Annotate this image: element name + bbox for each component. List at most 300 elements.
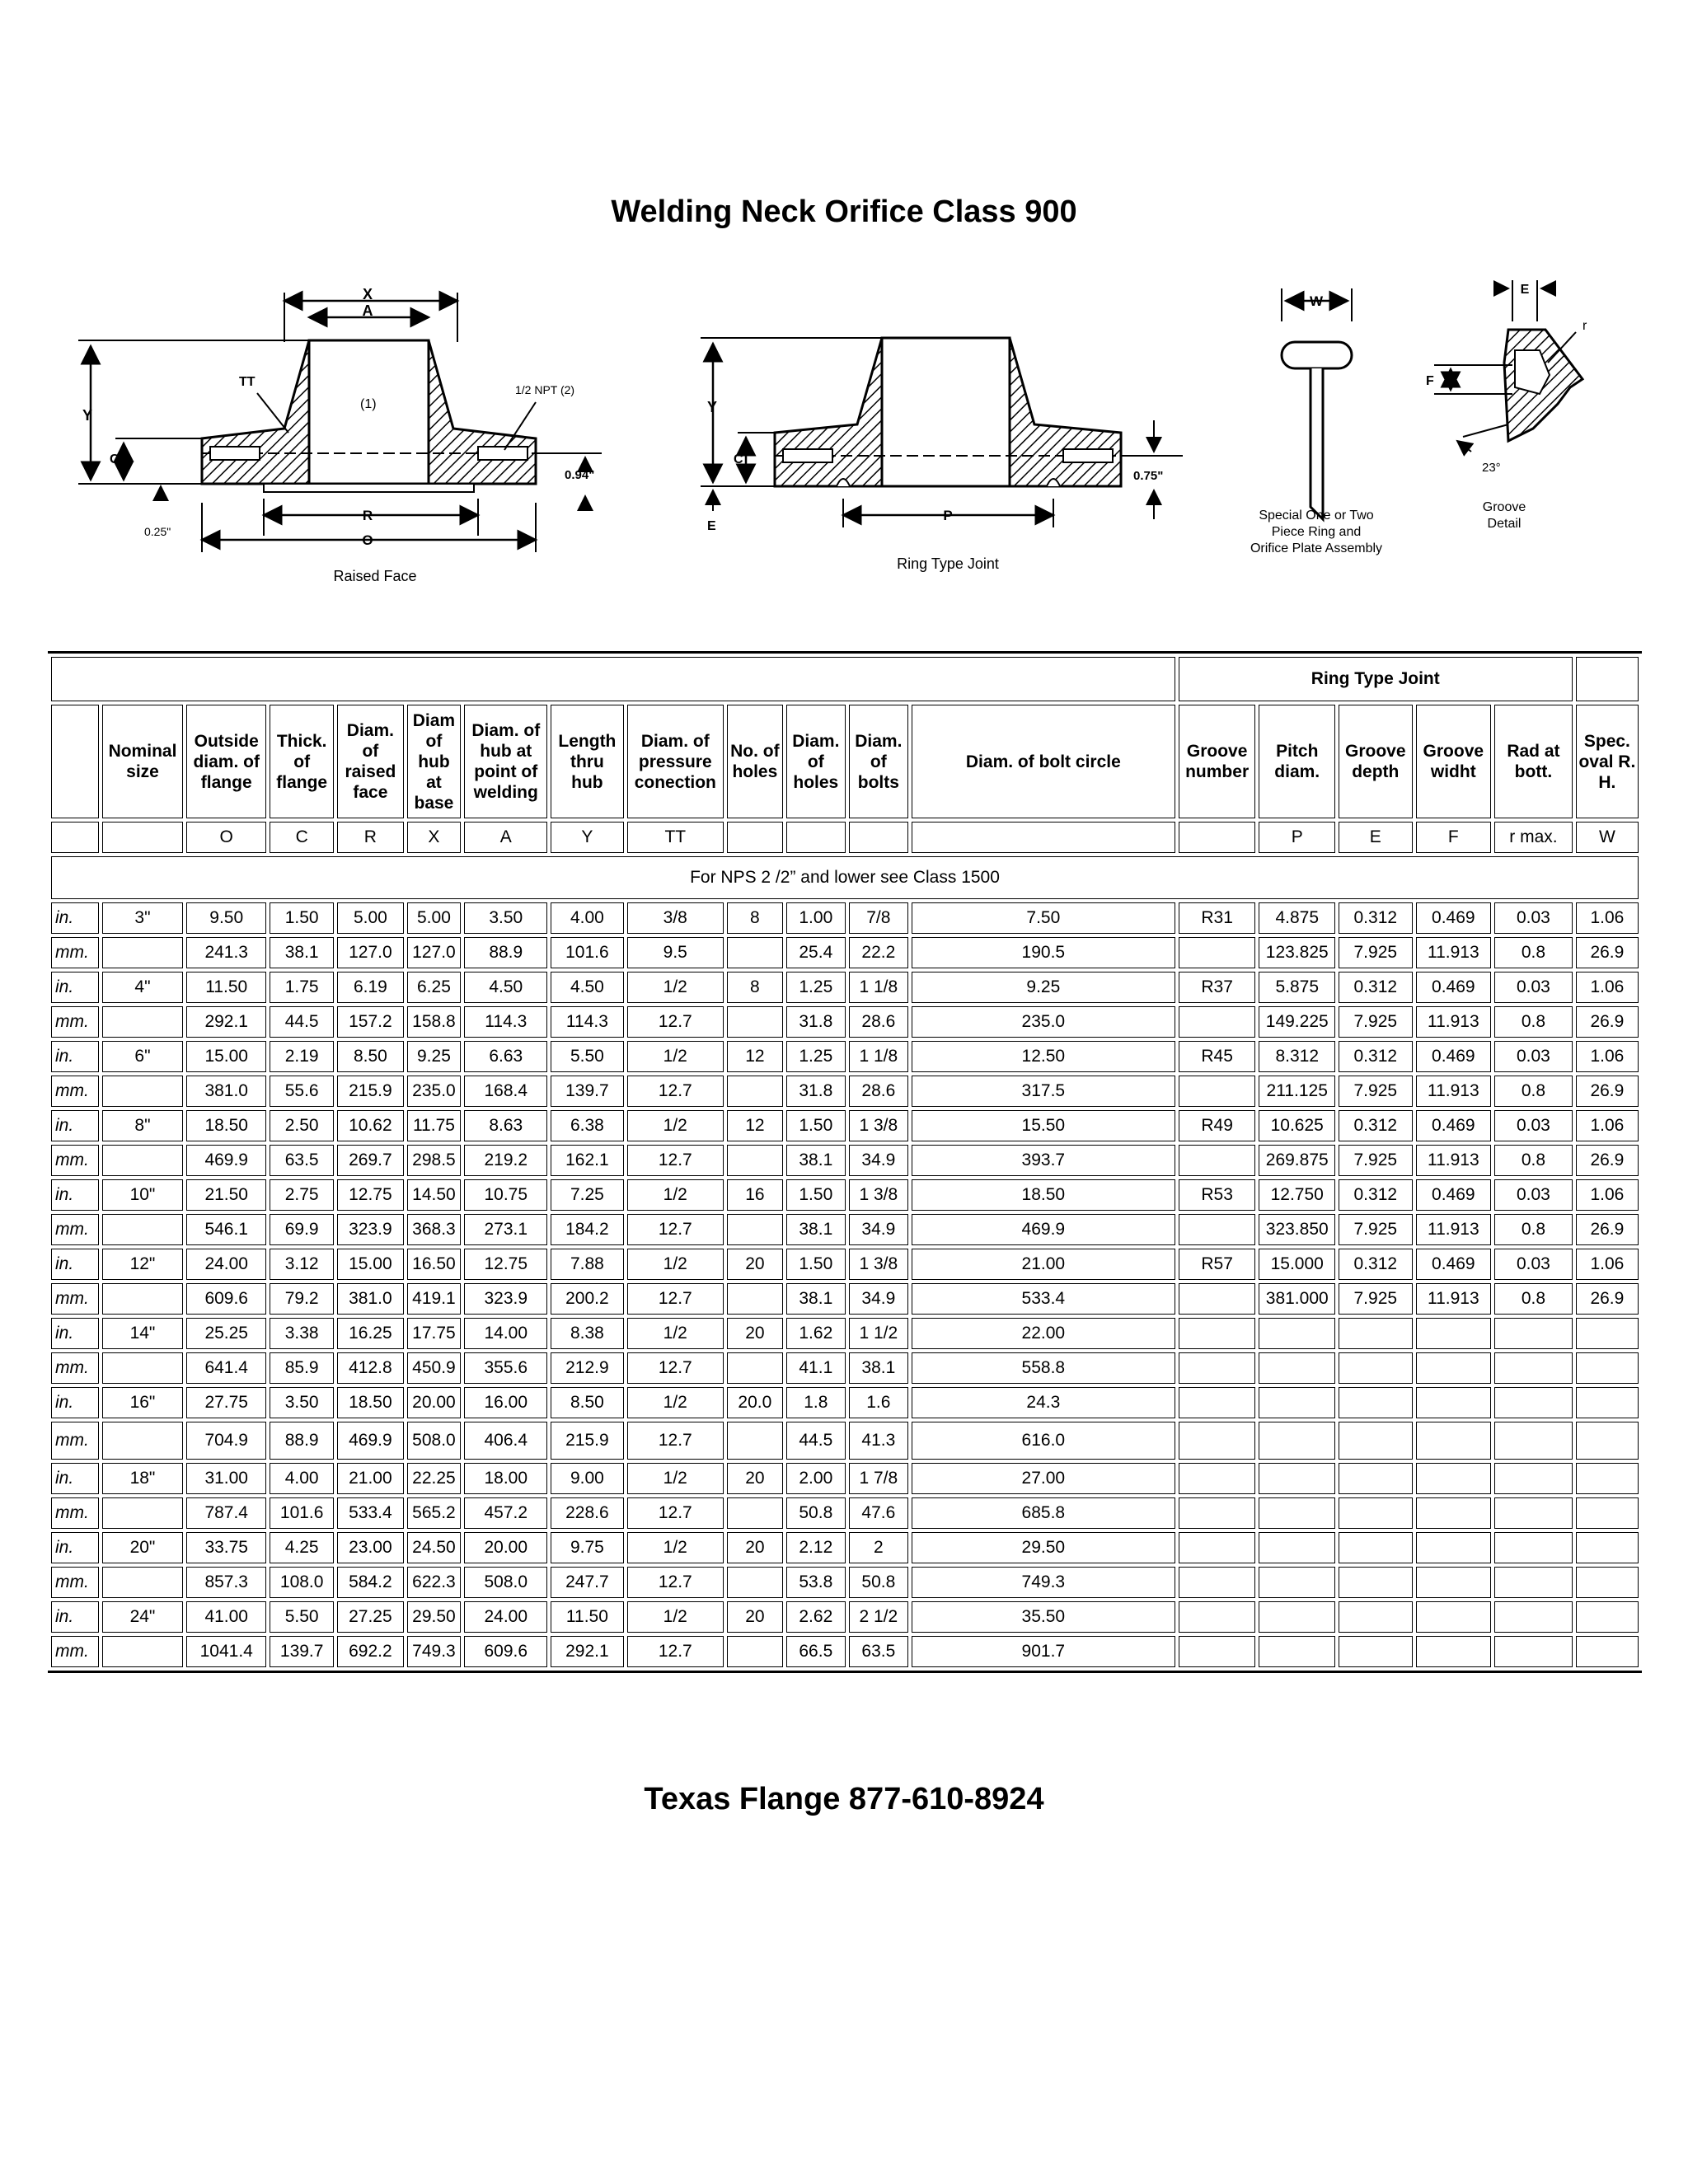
table-cell: 114.3 [551,1006,623,1038]
table-cell [1494,1422,1573,1460]
table-cell: 0.312 [1339,1110,1413,1141]
table-cell: 0.8 [1494,1214,1573,1245]
unit-cell: mm. [51,1352,99,1384]
table-cell [727,1283,783,1315]
table-cell: 1/2 [627,972,724,1003]
table-cell: 1041.4 [186,1636,266,1667]
table-cell: 20.00 [407,1387,462,1418]
table-cell: 1/2 [627,1249,724,1280]
table-cell: 114.3 [464,1006,547,1038]
table-cell: 1.06 [1576,1041,1639,1072]
table-cell [1339,1422,1413,1460]
table-cell: 38.1 [786,1283,846,1315]
table-cell: R53 [1179,1179,1256,1211]
table-cell: 162.1 [551,1145,623,1176]
table-cell: 7.925 [1339,1076,1413,1107]
table-cell: 2.00 [786,1463,846,1494]
table-cell: 28.6 [849,1006,908,1038]
table-cell: 34.9 [849,1145,908,1176]
table-cell: 1 3/8 [849,1179,908,1211]
table-cell: 215.9 [551,1422,623,1460]
caption-groove-2: Detail [1487,517,1522,531]
table-cell: 26.9 [1576,1076,1639,1107]
table-cell: 1 3/8 [849,1249,908,1280]
table-cell: 584.2 [337,1567,403,1598]
table-cell: 149.225 [1259,1006,1335,1038]
symbol-cell [51,822,99,853]
table-cell: 25.25 [186,1318,266,1349]
table-cell: 0.469 [1416,972,1492,1003]
table-cell: 469.9 [337,1422,403,1460]
table-cell [1259,1352,1335,1384]
table-row [51,937,1639,968]
table-cell: 0.03 [1494,1179,1573,1211]
table-cell: 7.925 [1339,1006,1413,1038]
table-cell: 29.50 [407,1601,462,1633]
table-cell: 298.5 [407,1145,462,1176]
table-cell [1416,1387,1492,1418]
table-cell [1416,1567,1492,1598]
table-cell: 11.913 [1416,937,1492,968]
label-y: Y [82,407,93,424]
symbol-cell [912,822,1175,853]
symbol-cell: P [1259,822,1335,853]
table-cell: 1.25 [786,972,846,1003]
table-row [51,1145,1639,1176]
column-header: Diam. of bolts [849,705,908,818]
table-cell [1339,1387,1413,1418]
table-cell: 622.3 [407,1567,462,1598]
table-cell: 1/2 [627,1532,724,1563]
table-cell [1179,1497,1256,1529]
table-cell [1259,1636,1335,1667]
table-cell: 0.8 [1494,937,1573,968]
table-cell: 1/2 [627,1041,724,1072]
table-cell [1179,1532,1256,1563]
table-row [51,1110,1639,1141]
table-cell: 34.9 [849,1214,908,1245]
table-cell: 12 [727,1041,783,1072]
table-cell: 247.7 [551,1567,623,1598]
table-cell [1416,1463,1492,1494]
table-cell: 101.6 [551,937,623,968]
table-cell: 11.75 [407,1110,462,1141]
table-cell [1339,1463,1413,1494]
table-cell: 3" [102,902,184,934]
table-cell: 5.875 [1259,972,1335,1003]
table-cell [1416,1532,1492,1563]
table-cell: 88.9 [270,1422,334,1460]
table-cell: 787.4 [186,1497,266,1529]
table-cell: 18.00 [464,1463,547,1494]
table-cell: 469.9 [186,1145,266,1176]
table-cell: 24.50 [407,1532,462,1563]
table-cell [1494,1463,1573,1494]
unit-cell: in. [51,1387,99,1418]
column-header: Thick. of flange [270,705,334,818]
table-cell: 44.5 [786,1422,846,1460]
unit-cell: mm. [51,1006,99,1038]
symbol-cell: F [1416,822,1492,853]
table-cell: 558.8 [912,1352,1175,1384]
column-header-row [51,705,1639,818]
table-cell: 44.5 [270,1006,334,1038]
table-cell: 9.00 [551,1463,623,1494]
table-cell: 10.75 [464,1179,547,1211]
table-row [51,1387,1639,1418]
table-cell: 14.50 [407,1179,462,1211]
symbol-cell: R [337,822,403,853]
table-cell: 1.50 [270,902,334,934]
table-cell [727,1636,783,1667]
label-npt: 1/2 NPT (2) [515,383,575,396]
ring-assembly-diagram [1250,288,1382,555]
unit-cell: in. [51,1249,99,1280]
table-cell [1339,1318,1413,1349]
symbol-cell [849,822,908,853]
table-cell: 123.825 [1259,937,1335,968]
table-cell: 1.75 [270,972,334,1003]
table-cell: 101.6 [270,1497,334,1529]
table-cell: 1.25 [786,1041,846,1072]
table-cell: 1.6 [849,1387,908,1418]
table-cell: 292.1 [551,1636,623,1667]
column-header: Pitch diam. [1259,705,1335,818]
table-cell: 508.0 [407,1422,462,1460]
table-cell: 565.2 [407,1497,462,1529]
label-tt: TT [239,375,256,389]
table-cell: 292.1 [186,1006,266,1038]
table-cell: 0.312 [1339,902,1413,934]
table-cell [1179,1076,1256,1107]
label-groove-angle: 23° [1482,461,1501,475]
table-cell: 11.50 [551,1601,623,1633]
table-cell: 184.2 [551,1214,623,1245]
table-cell [1259,1422,1335,1460]
table-cell [1494,1636,1573,1667]
table-cell: 85.9 [270,1352,334,1384]
table-cell: R37 [1179,972,1256,1003]
table-cell: 27.75 [186,1387,266,1418]
table-cell: 12.7 [627,1283,724,1315]
table-cell: 0.8 [1494,1145,1573,1176]
unit-cell: mm. [51,1076,99,1107]
table-cell: 6.38 [551,1110,623,1141]
table-cell [1259,1318,1335,1349]
table-cell: 69.9 [270,1214,334,1245]
table-cell: 7/8 [849,902,908,934]
table-cell: 22.00 [912,1318,1175,1349]
table-cell [1179,1006,1256,1038]
label-025: 0.25" [144,525,171,538]
table-cell: 1 1/2 [849,1318,908,1349]
table-cell [1179,1318,1256,1349]
table-cell [1259,1567,1335,1598]
table-cell [102,1567,184,1598]
table-cell: 18.50 [912,1179,1175,1211]
table-cell: 11.913 [1416,1283,1492,1315]
table-cell [102,1076,184,1107]
table-cell: 20.0 [727,1387,783,1418]
table-cell: 9.25 [912,972,1175,1003]
group-header-blank [51,657,1175,701]
table-cell [1179,937,1256,968]
table-cell: 704.9 [186,1422,266,1460]
table-cell: 1 7/8 [849,1463,908,1494]
table-cell: 1/2 [627,1387,724,1418]
table-cell: 4.00 [551,902,623,934]
table-cell: 63.5 [270,1145,334,1176]
table-cell: 20.00 [464,1532,547,1563]
table-row [51,972,1639,1003]
raised-face-diagram [78,286,602,584]
page-title: Welding Neck Orifice Class 900 [611,194,1077,229]
note-cell: For NPS 2 /2” and lower see Class 1500 [51,856,1639,899]
table-cell: 11.913 [1416,1214,1492,1245]
table-cell [1416,1636,1492,1667]
symbol-cell [1179,822,1256,853]
table-cell: 8.50 [551,1387,623,1418]
table-cell [1494,1601,1573,1633]
table-cell [1576,1497,1639,1529]
table-cell: 15.000 [1259,1249,1335,1280]
table-cell: 4" [102,972,184,1003]
table-cell: 53.8 [786,1567,846,1598]
table-cell: 241.3 [186,937,266,968]
table-cell: 139.7 [270,1636,334,1667]
table-cell: 1.50 [786,1249,846,1280]
table-cell: 26.9 [1576,1006,1639,1038]
table-cell [1179,1283,1256,1315]
symbol-cell: r max. [1494,822,1573,853]
table-cell: R45 [1179,1041,1256,1072]
column-header: No. of holes [727,705,783,818]
footer-contact: Texas Flange 877-610-8924 [644,1782,1044,1816]
table-cell: 7.925 [1339,1145,1413,1176]
table-cell: 857.3 [186,1567,266,1598]
column-header [51,705,99,818]
table-cell: 211.125 [1259,1076,1335,1107]
unit-cell: mm. [51,1214,99,1245]
table-cell: 28.6 [849,1076,908,1107]
label-o: O [362,532,373,548]
table-cell: 1.50 [786,1179,846,1211]
table-cell: 12.750 [1259,1179,1335,1211]
table-cell: 27.25 [337,1601,403,1633]
label-groove-r: r [1582,319,1587,333]
table-cell: 412.8 [337,1352,403,1384]
table-cell: 2.12 [786,1532,846,1563]
table-cell: 9.5 [627,937,724,968]
table-cell: 381.0 [186,1076,266,1107]
table-row [51,1179,1639,1211]
label-w: W [1309,293,1324,309]
caption-assembly-1: Special One or Two [1259,509,1374,523]
table-cell: 450.9 [407,1352,462,1384]
table-cell: 0.312 [1339,1041,1413,1072]
table-row [51,1497,1639,1529]
table-cell: 127.0 [407,937,462,968]
table-cell: 16.50 [407,1249,462,1280]
table-cell: 3.50 [270,1387,334,1418]
table-cell: 16" [102,1387,184,1418]
unit-cell: mm. [51,937,99,968]
table-row [51,902,1639,934]
table-cell: 368.3 [407,1214,462,1245]
table-cell [1494,1567,1573,1598]
label-rtj-c: C [734,452,743,466]
table-cell [1179,1214,1256,1245]
table-cell: 6" [102,1041,184,1072]
unit-cell: mm. [51,1283,99,1315]
table-cell [1179,1352,1256,1384]
table-cell: 11.50 [186,972,266,1003]
table-cell: 685.8 [912,1497,1175,1529]
table-cell [1416,1601,1492,1633]
unit-cell: in. [51,1532,99,1563]
table-cell [102,1422,184,1460]
table-cell: 12.7 [627,1352,724,1384]
column-header: Diam. of pressure conection [627,705,724,818]
note-row [51,856,1639,899]
table-cell: 4.25 [270,1532,334,1563]
table-cell: 27.00 [912,1463,1175,1494]
table-cell: 157.2 [337,1006,403,1038]
table-cell [727,1145,783,1176]
table-cell: 317.5 [912,1076,1175,1107]
table-row [51,1006,1639,1038]
table-cell [102,937,184,968]
table-cell: 22.25 [407,1463,462,1494]
table-cell: 6.63 [464,1041,547,1072]
spec-table [48,654,1642,1671]
table-cell: 127.0 [337,937,403,968]
symbol-cell: X [407,822,462,853]
table-cell: 9.75 [551,1532,623,1563]
table-cell: 0.312 [1339,1179,1413,1211]
table-row [51,1214,1639,1245]
column-header: Diam of hub at base [407,705,462,818]
table-cell: 0.03 [1494,1110,1573,1141]
table-cell: 1.62 [786,1318,846,1349]
table-cell: 12.7 [627,1214,724,1245]
table-cell [727,1214,783,1245]
table-cell: 419.1 [407,1283,462,1315]
table-cell: 12.7 [627,1076,724,1107]
table-cell [102,1283,184,1315]
unit-cell: in. [51,1601,99,1633]
table-cell: 108.0 [270,1567,334,1598]
table-cell: 12 [727,1110,783,1141]
table-cell: 2 [849,1532,908,1563]
table-row [51,1249,1639,1280]
table-cell: 18.50 [186,1110,266,1141]
column-header: Length thru hub [551,705,623,818]
table-cell: 901.7 [912,1636,1175,1667]
unit-cell: in. [51,1179,99,1211]
label-075: 0.75" [1133,469,1164,483]
table-row [51,1352,1639,1384]
table-cell: 212.9 [551,1352,623,1384]
table-cell: 235.0 [407,1076,462,1107]
symbol-row [51,822,1639,853]
table-cell: 21.00 [912,1249,1175,1280]
unit-cell: in. [51,902,99,934]
symbol-cell: A [464,822,547,853]
table-cell: 21.00 [337,1463,403,1494]
symbol-cell: O [186,822,266,853]
table-cell: 7.88 [551,1249,623,1280]
table-cell: 24.00 [464,1601,547,1633]
table-cell [727,1422,783,1460]
table-cell: 14.00 [464,1318,547,1349]
table-cell: 38.1 [270,937,334,968]
table-row [51,1041,1639,1072]
table-cell [1259,1387,1335,1418]
table-cell: R31 [1179,902,1256,934]
column-header: Groove number [1179,705,1256,818]
table-cell [1494,1387,1573,1418]
table-cell: R49 [1179,1110,1256,1141]
table-cell: 5.00 [407,902,462,934]
symbol-cell: E [1339,822,1413,853]
table-cell [1339,1636,1413,1667]
table-cell: 16.00 [464,1387,547,1418]
table-cell: 26.9 [1576,1214,1639,1245]
unit-cell: in. [51,972,99,1003]
label-094: 0.94" [565,468,595,482]
table-cell [727,1006,783,1038]
table-cell: 609.6 [464,1636,547,1667]
table-cell: 1/2 [627,1601,724,1633]
table-cell [1259,1601,1335,1633]
table-cell: 1.06 [1576,1110,1639,1141]
table-row [51,1567,1639,1598]
label-groove-f: F [1426,374,1434,388]
table-row [51,1318,1639,1349]
table-cell: 2.19 [270,1041,334,1072]
table-cell: 0.469 [1416,1041,1492,1072]
symbol-cell: Y [551,822,623,853]
table-cell: 749.3 [407,1636,462,1667]
table-cell: 35.50 [912,1601,1175,1633]
table-row [51,1422,1639,1460]
table-cell: 0.312 [1339,972,1413,1003]
table-cell [1259,1497,1335,1529]
table-cell: 1 3/8 [849,1110,908,1141]
table-cell [1576,1422,1639,1460]
ring-type-joint-header: Ring Type Joint [1179,657,1573,701]
table-cell: 12.7 [627,1422,724,1460]
table-cell [1179,1387,1256,1418]
table-cell: 6.25 [407,972,462,1003]
table-cell [1179,1601,1256,1633]
table-cell: 11.913 [1416,1145,1492,1176]
group-header-row [51,657,1639,701]
table-cell: 2.62 [786,1601,846,1633]
table-cell: 1/2 [627,1318,724,1349]
table-cell: 0.8 [1494,1283,1573,1315]
table-cell: 26.9 [1576,1145,1639,1176]
symbol-cell [727,822,783,853]
column-header: Nominal size [102,705,184,818]
table-cell: 20 [727,1532,783,1563]
table-cell: 200.2 [551,1283,623,1315]
table-cell: 158.8 [407,1006,462,1038]
table-cell [1339,1352,1413,1384]
table-cell [1576,1387,1639,1418]
table-cell [1179,1422,1256,1460]
